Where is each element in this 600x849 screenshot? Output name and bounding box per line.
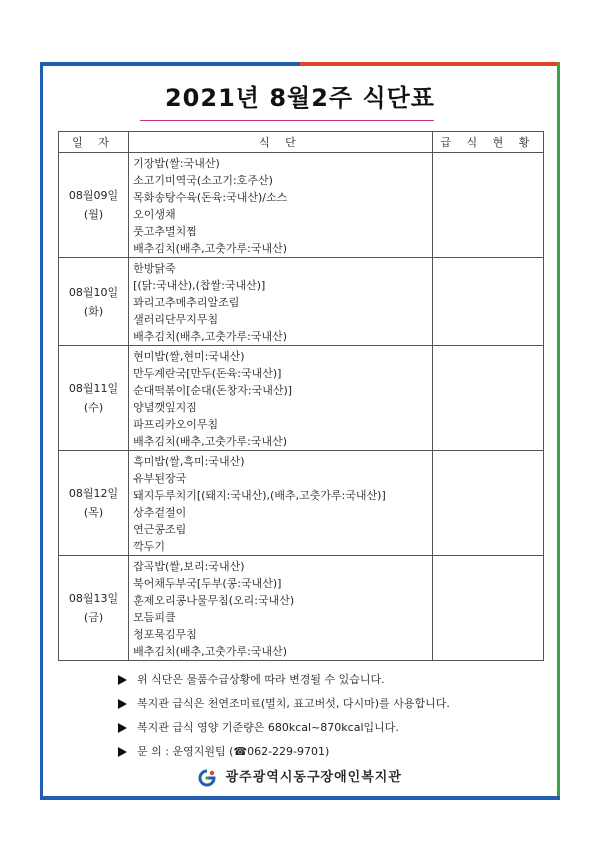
note-text: 복지관 급식은 천연조미료(멸치, 표고버섯, 다시마)를 사용합니다.: [137, 697, 450, 710]
frame-top-border: [40, 62, 560, 66]
menu-item: 배추김치(배추,고춧가루:국내산): [133, 330, 287, 343]
note-item: [118, 692, 450, 716]
note-text: 복지관 급식 영양 기준량은 680kcal~870kcal입니다.: [137, 721, 399, 734]
menu-item: 목화송탕수육(돈육:국내산)/소스: [133, 191, 288, 204]
title-underline: [140, 120, 434, 121]
table-header-row: [59, 132, 544, 153]
menu-item: 꽈리고추메추리알조림: [133, 296, 240, 309]
header-status: 급 식 현 황: [432, 132, 543, 153]
table-row: [59, 556, 544, 661]
table-row: [59, 346, 544, 451]
triangle-bullet-icon: [118, 747, 127, 757]
header-date: 일 자: [59, 132, 129, 153]
weekday-text: (월): [83, 208, 104, 221]
date-text: 08월10일: [68, 285, 119, 299]
frame-left-border: [40, 62, 43, 800]
date-cell: [59, 153, 129, 258]
frame-right-border: [557, 62, 560, 800]
triangle-bullet-icon: [118, 699, 127, 709]
date-cell: [59, 258, 129, 346]
menu-cell: [129, 556, 433, 661]
date-text: 08월09일: [68, 189, 119, 202]
status-cell: [432, 556, 543, 661]
menu-item: 훈제오리콩나물무침(오리:국내산): [133, 594, 295, 607]
menu-table: [58, 131, 544, 661]
table-row: [59, 258, 544, 346]
footer-organization: [0, 766, 600, 787]
note-text: 위 식단은 물품수급상황에 따라 변경될 수 있습니다.: [137, 673, 385, 686]
menu-item: 현미밥(쌀,현미:국내산): [133, 350, 245, 363]
weekday-text: (금): [83, 611, 104, 624]
menu-item: 오이생채: [133, 208, 176, 221]
status-cell: [432, 451, 543, 556]
menu-item: 돼지두루치기[(돼지:국내산),(배추,고춧가루:국내산)]: [133, 489, 386, 502]
menu-item: 샐러리단무지무침: [133, 313, 219, 326]
menu-item: 연근콩조림: [133, 523, 187, 536]
weekday-text: (화): [83, 304, 104, 318]
menu-cell: [129, 451, 433, 556]
menu-item: 만두계란국[만두(돈육:국내산)]: [133, 367, 282, 380]
notes-list: [118, 668, 450, 764]
menu-item: 상추겉절이: [133, 506, 187, 519]
note-item: [118, 740, 450, 764]
menu-cell: [129, 346, 433, 451]
weekday-text: (수): [83, 401, 104, 414]
menu-item: 풋고추멸치찜: [133, 225, 197, 238]
menu-item: 깍두기: [133, 540, 165, 553]
menu-cell: [129, 258, 433, 346]
menu-item: 한방닭죽: [133, 262, 176, 275]
page-title: 2021년 8월2주 식단표: [164, 84, 435, 112]
footer-text: 광주광역시동구장애인복지관: [225, 770, 402, 785]
status-cell: [432, 153, 543, 258]
menu-cell: [129, 153, 433, 258]
menu-item: 배추김치(배추,고춧가루:국내산): [133, 645, 287, 658]
triangle-bullet-icon: [118, 723, 127, 733]
menu-item: 흑미밥(쌀,흑미:국내산): [133, 455, 245, 468]
date-cell: [59, 346, 129, 451]
menu-item: 모듬피클: [133, 611, 176, 624]
status-cell: [432, 258, 543, 346]
weekday-text: (목): [83, 506, 104, 519]
date-text: 08월12일: [68, 487, 119, 500]
header-menu: 식 단: [129, 132, 433, 153]
menu-item: 기장밥(쌀:국내산): [133, 157, 220, 170]
menu-item: 잡곡밥(쌀,보리:국내산): [133, 560, 245, 573]
menu-item: 북어채두부국[두부(콩:국내산)]: [133, 577, 282, 590]
frame-bottom-border: [40, 796, 560, 800]
date-cell: [59, 451, 129, 556]
menu-item: 배추김치(배추,고춧가루:국내산): [133, 435, 287, 448]
date-cell: [59, 556, 129, 661]
note-text: 문 의 : 운영지원팀 (☎062-229-9701): [137, 745, 330, 758]
menu-item: 배추김치(배추,고춧가루:국내산): [133, 242, 287, 255]
triangle-bullet-icon: [118, 675, 127, 685]
date-text: 08월11일: [68, 382, 119, 395]
menu-item: 유부된장국: [133, 472, 187, 485]
menu-item: [(닭:국내산),(찹쌀:국내산)]: [133, 279, 266, 292]
status-cell: [432, 346, 543, 451]
date-text: 08월13일: [68, 592, 119, 605]
note-item: [118, 668, 450, 692]
organization-logo-icon: [198, 769, 216, 787]
menu-item: 양념깻잎지짐: [133, 401, 197, 414]
menu-item: 청포묵김무침: [133, 628, 197, 641]
menu-item: 소고기미역국(소고기:호주산): [133, 174, 273, 187]
table-row: [59, 451, 544, 556]
note-item: [118, 716, 450, 740]
menu-item: 순대떡볶이[순대(돈창자:국내산)]: [133, 384, 293, 397]
menu-item: 파프리카오이무침: [133, 418, 219, 431]
table-row: [59, 153, 544, 258]
